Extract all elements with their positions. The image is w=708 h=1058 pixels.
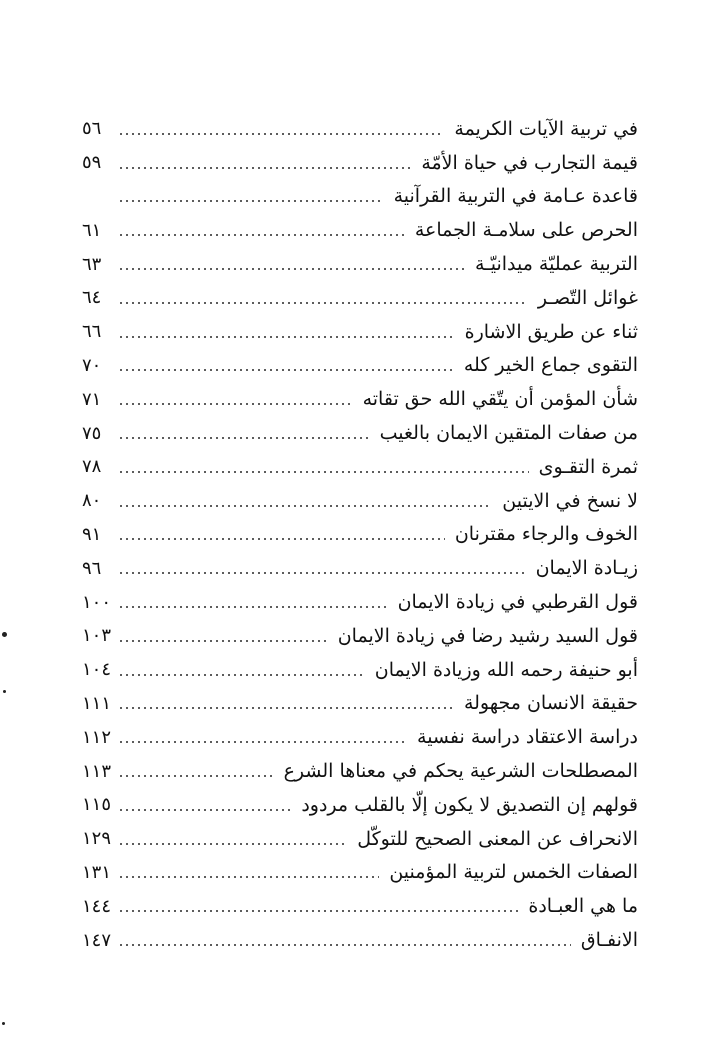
toc-entry-page: ١١٣ <box>82 760 112 782</box>
dot-leader <box>118 369 454 371</box>
scan-speck <box>2 1022 5 1025</box>
toc-entry <box>82 822 638 856</box>
toc-entry-page: ١١٥ <box>82 794 112 816</box>
dot-leader <box>118 876 379 878</box>
dot-leader <box>118 910 518 912</box>
dot-leader <box>118 167 411 169</box>
toc-entry <box>82 349 638 383</box>
toc-entry-page: ١٣١ <box>82 861 112 883</box>
toc-entry-page: ٩١ <box>82 523 102 545</box>
toc-entry-title: الصفات الخمس لتربية المؤمنين <box>389 861 638 884</box>
toc-entry-page: ١٠٤ <box>82 659 112 681</box>
toc-entry-title: لا نسخ في الايتين <box>502 489 638 512</box>
toc-entry-page: ١٠٠ <box>82 591 112 613</box>
dot-leader <box>118 775 274 777</box>
dot-leader <box>118 268 465 270</box>
toc-entry <box>82 112 638 146</box>
toc-entry-title: ثناء عن طريق الاشارة <box>464 320 638 343</box>
toc-entry <box>82 619 638 653</box>
dot-leader <box>118 403 353 405</box>
dot-leader <box>118 302 528 304</box>
dot-leader <box>118 843 347 845</box>
toc-entry <box>82 788 638 822</box>
toc-entry-page: ١٢٩ <box>82 828 112 850</box>
toc-entry-title: غوائل التّصـر <box>537 286 638 309</box>
toc-entry <box>82 923 638 957</box>
toc-entry-title: من صفات المتقين الايمان بالغيب <box>379 422 638 445</box>
toc-entry-title: دراسة الاعتقاد دراسة نفسية <box>417 726 638 749</box>
toc-entry <box>82 856 638 890</box>
toc-entry-page: ١١٢ <box>82 726 112 748</box>
toc-entry-title: ثمرة التقـوى <box>538 455 638 478</box>
toc-entry-title: الانحراف عن المعنى الصحيح للتوكّل <box>357 827 638 850</box>
toc-entry-title: المصطلحات الشرعية يحكم في معناها الشرع <box>283 760 638 783</box>
toc-entry-title: قولهم إن التصديق لا يكون إلّا بالقلب مردود <box>301 793 638 816</box>
dot-leader <box>118 809 291 811</box>
dot-leader <box>118 200 384 202</box>
dot-leader <box>118 336 455 338</box>
dot-leader <box>118 640 328 642</box>
toc-entry-page: ٧٠ <box>82 354 102 376</box>
toc-entry <box>82 889 638 923</box>
toc-entry-title: الخوف والرجاء مقترنان <box>454 523 638 546</box>
table-of-contents <box>82 112 638 957</box>
toc-entry-title: التقوى جماع الخير كله <box>463 354 638 377</box>
toc-entry <box>82 146 638 180</box>
toc-entry-title: في تربية الآيات الكريمة <box>454 117 638 140</box>
toc-entry-title: الحرص على سلامـة الجماعة <box>414 219 638 242</box>
toc-entry-page: ٦١ <box>82 219 102 241</box>
dot-leader <box>118 572 526 574</box>
toc-entry <box>82 653 638 687</box>
toc-entry-page: ١٤٧ <box>82 929 112 951</box>
toc-entry-page: ٩٦ <box>82 557 102 579</box>
toc-entry-title: قاعدة عـامة في التربية القرآنية <box>393 185 638 208</box>
toc-entry <box>82 754 638 788</box>
toc-entry-title: أبو حنيفة رحمه الله وزيادة الايمان <box>374 658 638 681</box>
toc-entry <box>82 315 638 349</box>
toc-entry <box>82 484 638 518</box>
toc-entry-page: ١٤٤ <box>82 895 112 917</box>
toc-entry-page: ٦٣ <box>82 253 102 275</box>
toc-entry-page: ٨٠ <box>82 490 102 512</box>
toc-entry-page: ١٠٣ <box>82 625 112 647</box>
toc-entry <box>82 450 638 484</box>
toc-entry-title: ما هي العبـادة <box>528 895 638 918</box>
toc-entry <box>82 551 638 585</box>
dot-leader <box>118 234 405 236</box>
dot-leader <box>118 741 407 743</box>
toc-entry-page: ٦٤ <box>82 287 102 309</box>
dot-leader <box>118 707 454 709</box>
toc-entry-title: التربية عمليّة ميدانيّـة <box>474 253 638 276</box>
toc-entry-page: ٥٦ <box>82 118 102 140</box>
dot-leader <box>118 133 444 135</box>
dot-leader <box>118 505 492 507</box>
toc-entry-page: ٧٥ <box>82 422 102 444</box>
dot-leader <box>118 944 571 946</box>
toc-entry <box>82 416 638 450</box>
toc-entry-page: ٦٦ <box>82 321 102 343</box>
toc-entry-title: قول السيد رشيد رضا في زيادة الايمان <box>337 624 638 647</box>
toc-entry <box>82 585 638 619</box>
toc-entry-page: ١١١ <box>82 692 112 714</box>
dot-leader <box>118 437 370 439</box>
toc-entry-title: زيـادة الايمان <box>535 557 638 580</box>
dot-leader <box>118 606 388 608</box>
toc-entry-page: ٧٨ <box>82 456 102 478</box>
dot-leader <box>118 674 365 676</box>
dot-leader <box>118 538 445 540</box>
scan-speck <box>3 690 6 693</box>
toc-entry-title: قول القرطبي في زيادة الايمان <box>397 591 638 614</box>
toc-entry-title: شأن المؤمن أن يتّقي الله حق تقاته <box>362 388 638 411</box>
toc-entry-title: قيمة التجارب في حياة الأمّة <box>421 151 638 174</box>
toc-entry <box>82 687 638 721</box>
toc-entry-page: ٧١ <box>82 388 102 410</box>
toc-entry <box>112 180 638 214</box>
toc-entry <box>82 213 638 247</box>
toc-entry-page: ٥٩ <box>82 152 102 174</box>
dot-leader <box>118 471 529 473</box>
toc-entry <box>82 518 638 552</box>
toc-entry <box>82 382 638 416</box>
toc-entry-title: حقيقة الانسان مجهولة <box>463 692 638 715</box>
toc-entry-title: الانفـاق <box>580 929 638 952</box>
toc-entry <box>82 247 638 281</box>
scan-speck <box>2 632 7 637</box>
toc-entry <box>82 720 638 754</box>
toc-entry <box>82 281 638 315</box>
